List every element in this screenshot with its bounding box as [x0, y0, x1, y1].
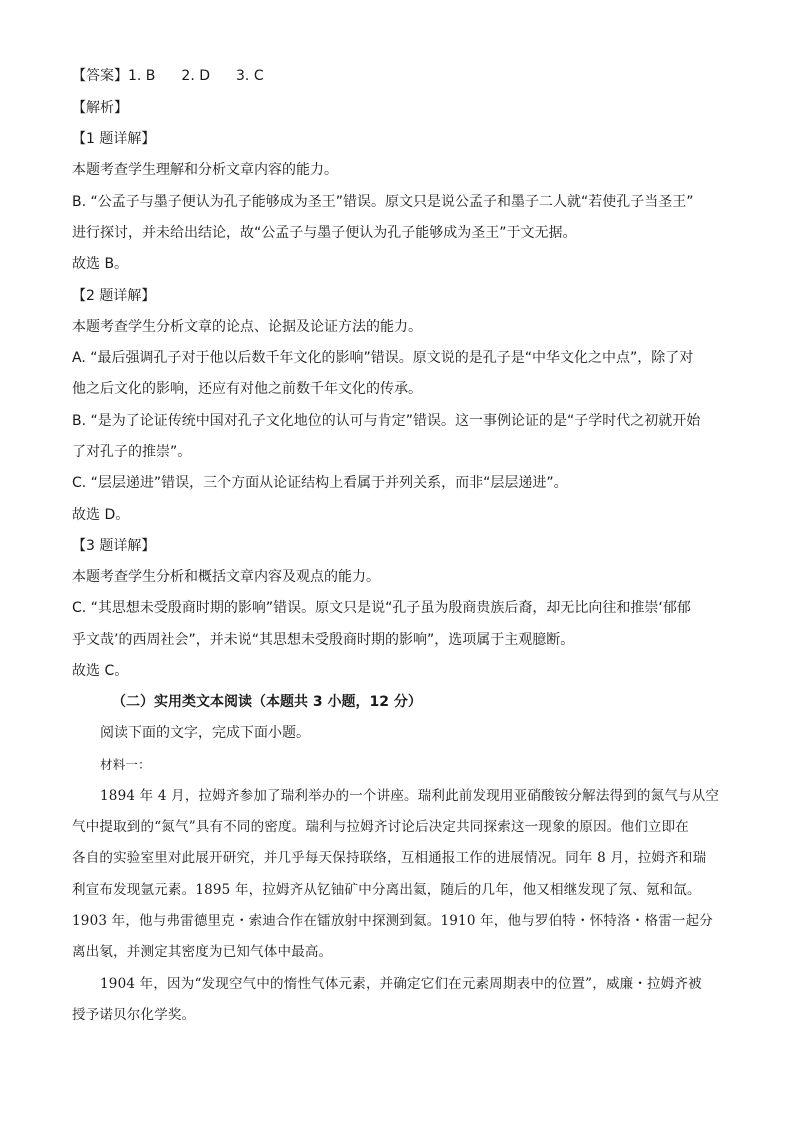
q2-line-6: C. “层层递进”错误，三个方面从论证结构上看属于并列关系，而非“层层递进”。 — [72, 475, 568, 491]
q2-line-3: 他之后文化的影响，还应有对他之前数千年文化的传承。 — [72, 381, 422, 397]
answer-tag: 【答案】 — [72, 68, 128, 84]
q2-title: 【2 题详解】 — [72, 288, 156, 304]
q1-line-2: B. “公孟子与墨子便认为孔子能够成为圣王”错误。原文只是说公孟子和墨子二人就“若使孔子当圣王” — [72, 194, 694, 210]
q3-line-1: 本题考查学生分析和概括文章内容及观点的能力。 — [72, 569, 380, 585]
q3-title: 【3 题详解】 — [72, 538, 156, 554]
answer-item-3: 3. C — [236, 68, 264, 84]
answer-line — [72, 66, 264, 86]
q1-line-1: 本题考查学生理解和分析文章内容的能力。 — [72, 162, 338, 178]
para1-line-3: 各自的实验室里对此展开研究，并几乎每天保持联络，互相通报工作的进展情况。同年 8 月，拉姆齐和瑞 — [72, 850, 707, 866]
para1-line-2: 气中提取到的“氮气”具有不同的密度。瑞利与拉姆齐讨论后决定共同探索这一现象的原因。他们立即在 — [72, 819, 690, 835]
para1-line-4: 利宣布发现氩元素。1895 年，拉姆齐从钇铀矿中分离出氦，随后的几年，他又相继发现了氖、氪和氙。 — [72, 882, 701, 898]
para1-line-6: 离出氡，并测定其密度为已知气体中最高。 — [72, 944, 333, 960]
q1-title: 【1 题详解】 — [72, 131, 156, 147]
q1-line-4: 故选 B。 — [72, 256, 129, 272]
answer-item-2: 2. D — [181, 68, 211, 84]
section2-heading: （二）实用类文本阅读（本题共 3 小题，12 分） — [112, 694, 422, 710]
q2-line-1: 本题考查学生分析文章的论点、论据及论证方法的能力。 — [72, 319, 422, 335]
q3-line-4: 故选 C。 — [72, 663, 129, 679]
q2-line-2: A. “最后强调孔子对于他以后数千年文化的影响”错误。原文说的是孔子是“中华文化之中点”，除了对 — [72, 350, 694, 366]
analysis-tag: 【解析】 — [72, 100, 128, 116]
answer-item-1: 1. B — [128, 68, 156, 84]
q2-line-5: 了对孔子的推崇”。 — [72, 444, 192, 460]
para2-line-2: 授予诺贝尔化学奖。 — [72, 1007, 196, 1023]
para1-line-5: 1903 年，他与弗雷德里克・索迪合作在镭放射中探测到氦。1910 年，他与罗伯特・怀特洛・格雷一起分 — [72, 913, 713, 929]
q3-line-3: 乎文哉’的西周社会”，并未说“其思想未受殷商时期的影响”，选项属于主观臆断。 — [72, 632, 575, 648]
material-label: 材料一： — [100, 757, 151, 772]
q2-line-4: B. “是为了论证传统中国对孔子文化地位的认可与肯定”错误。这一事例论证的是“子学时代之初就开始 — [72, 413, 701, 429]
para1-line-1: 1894 年 4 月，拉姆齐参加了瑞利举办的一个讲座。瑞利此前发现用亚硝酸铵分解法得到的氮气与从空 — [100, 788, 720, 804]
para2-line-1: 1904 年，因为“发现空气中的惰性气体元素，并确定它们在元素周期表中的位置”，威廉・拉姆齐被 — [100, 976, 702, 992]
q1-line-3: 进行探讨，并未给出结论，故“公孟子与墨子便认为孔子能够成为圣王”于文无据。 — [72, 225, 577, 241]
q2-line-7: 故选 D。 — [72, 507, 130, 523]
q3-line-2: C. “其思想未受殷商时期的影响”错误。原文只是说“孔子虽为殷商贵族后裔，却无比向往和推崇‘郁郁 — [72, 600, 691, 616]
section2-instruction: 阅读下面的文字，完成下面小题。 — [100, 725, 310, 741]
